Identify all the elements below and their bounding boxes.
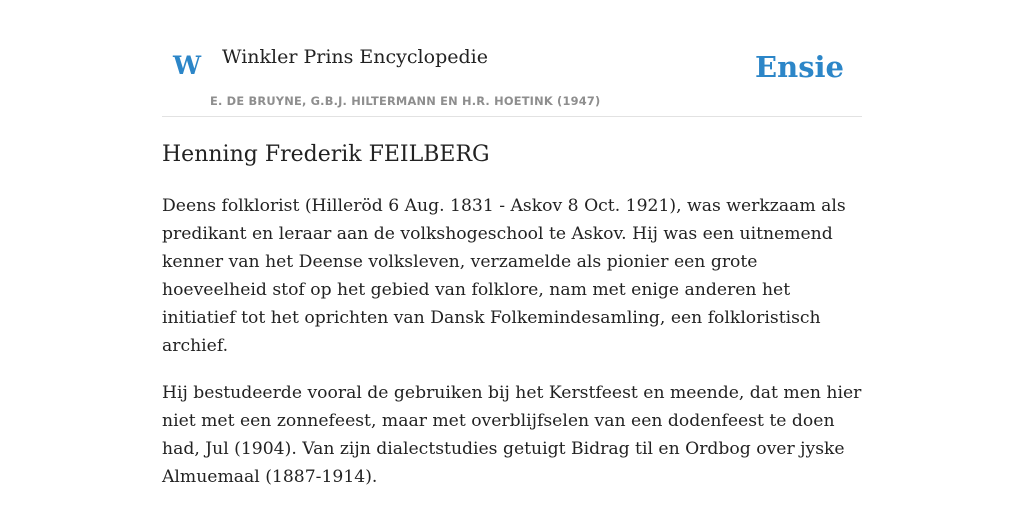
encyclopedia-title[interactable]: Winkler Prins Encyclopedie [222,46,488,68]
article-paragraph-2: Hij bestudeerde vooral de gebruiken bij het Kerstfeest en meende, dat men hier niet met een zonnefeest, maar met overblijfselen van een dodenfeest te doen had, Jul (1904). Van zijn dialectstudies getuigt Bidrag til en Ordbog over jyske Almuemaal (1887-1914). [162,383,862,487]
article-title: Henning Frederik FEILBERG [162,142,490,167]
article-paragraph-1: Deens folklorist (Hilleröd 6 Aug. 1831 - Askov 8 Oct. 1921), was werkzaam als predikant en leraar aan de volkshogeschool te Askov. Hij was een uitnemend kenner van het Deense volksleven, verzamelde als pionier een grote hoeveelheid stof op het gebied van folklore, nam met enige anderen het initiatief tot het oprichten van Dansk Folkemindesamling, een folkloristisch archief. [162,196,846,356]
ensie-logo[interactable]: Ensie [755,50,844,84]
winkler-prins-logo[interactable]: W [173,51,202,80]
encyclopedia-authors: E. DE BRUYNE, G.B.J. HILTERMANN EN H.R. HOETINK (1947) [210,94,601,108]
page-header [162,0,862,117]
article [162,140,862,491]
